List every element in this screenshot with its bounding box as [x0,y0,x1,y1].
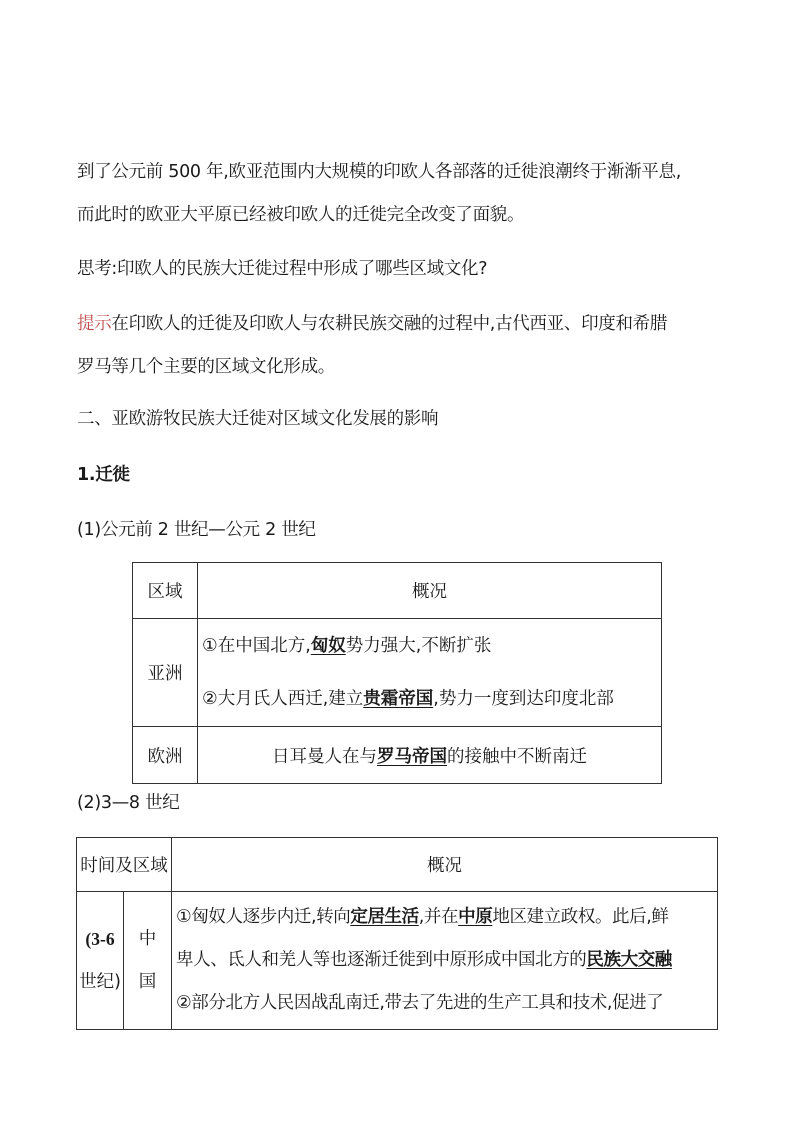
intro-paragraph [77,151,737,237]
hint-line-1: 在印欧人的迁徙及印欧人与农耕民族交融的过程中,古代西亚、印度和希腊 [111,314,668,334]
intro-line-1: 到了公元前 500 年,欧亚范围内大规模的印欧人各部落的迁徙浪潮终于渐渐平息, [77,162,681,182]
subsection-heading: 1.迁徙 [77,465,130,485]
keyword-xiongnu: 匈奴 [310,635,346,656]
section-heading: 二、亚欧游牧民族大迁徙对区域文化发展的影响 [77,409,439,429]
china-line-1: ①匈奴人逐步内迁,转向定居生活,并在中原地区建立政权。此后,鲜 [176,907,669,927]
asia-overview [198,619,662,727]
keyword-ethnic-fusion: 民族大交融 [586,950,672,970]
header-overview: 概况 [198,563,662,619]
header-overview-2: 概况 [172,838,718,892]
china-overview [172,892,718,1030]
europe-overview: 日耳曼人在与罗马帝国的接触中不断南迁 [198,727,662,784]
time-cell [77,892,124,1030]
china-line-3: ②部分北方人民因战乱南迁,带去了先进的生产工具和技术,促进了 [176,993,664,1013]
region-china: 中 国 [124,892,172,1030]
asia-item-2: ②大月氏人西迁,建立贵霜帝国,势力一度到达印度北部 [202,688,614,709]
header-region: 区域 [133,563,198,619]
asia-item-1: ①在中国北方,匈奴势力强大,不断扩张 [202,635,492,656]
header-time-region: 时间及区域 [77,838,172,892]
keyword-central-plains: 中原 [458,907,493,927]
period-2-heading: (2)3—8 世纪 [77,793,180,813]
time-line-1: (3-6 [85,928,115,949]
keyword-settled-life: 定居生活 [350,907,419,927]
hint-label: 提示 [77,314,112,334]
region-asia: 亚洲 [133,619,198,727]
hint-line-2: 罗马等几个主要的区域文化形成。 [77,357,335,377]
migration-table-1 [132,562,662,784]
time-line-2: 世纪) [79,971,121,992]
china-line-2: 卑人、氐人和羌人等也逐渐迁徙到中原形成中国北方的民族大交融 [176,950,672,970]
think-question: 思考:印欧人的民族大迁徙过程中形成了哪些区域文化? [77,259,488,279]
region-europe: 欧洲 [133,727,198,784]
keyword-kushan: 贵霜帝国 [363,688,434,709]
hint-paragraph [77,303,737,389]
period-1-heading: (1)公元前 2 世纪—公元 2 世纪 [77,520,316,540]
migration-table-2 [76,837,718,1030]
intro-line-2: 而此时的欧亚大平原已经被印欧人的迁徙完全改变了面貌。 [77,205,525,225]
keyword-roman-empire: 罗马帝国 [377,746,447,767]
